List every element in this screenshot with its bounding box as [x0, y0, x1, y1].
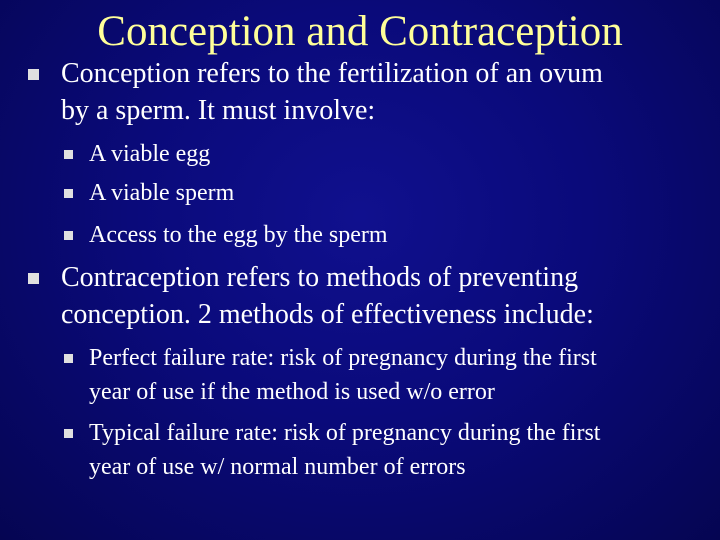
square-bullet-icon — [64, 150, 73, 159]
bullet-text-line: Conception refers to the fertilization of an ovum — [61, 58, 603, 89]
square-bullet-icon — [64, 189, 73, 198]
sub-bullet-text-line: A viable egg — [89, 141, 211, 167]
sub-bullet-text-line: Typical failure rate: risk of pregnancy during the first — [89, 420, 601, 446]
slide-title: Conception and Contraception — [97, 8, 623, 55]
square-bullet-icon — [64, 429, 73, 438]
square-bullet-icon — [64, 354, 73, 363]
sub-bullet-text-line: A viable sperm — [89, 180, 235, 206]
sub-bullet-text-line: year of use w/ normal number of errors — [89, 454, 466, 480]
square-bullet-icon — [28, 69, 39, 80]
sub-bullet-text-line: Access to the egg by the sperm — [89, 222, 388, 248]
sub-bullet-text-line: year of use if the method is used w/o error — [89, 379, 495, 405]
sub-bullet-text-line: Perfect failure rate: risk of pregnancy during the first — [89, 345, 597, 371]
square-bullet-icon — [28, 273, 39, 284]
bullet-text-line: by a sperm. It must involve: — [61, 95, 376, 126]
square-bullet-icon — [64, 231, 73, 240]
bullet-text-line: Contraception refers to methods of preventing — [61, 262, 579, 293]
bullet-text-line: conception. 2 methods of effectiveness include: — [61, 299, 594, 330]
